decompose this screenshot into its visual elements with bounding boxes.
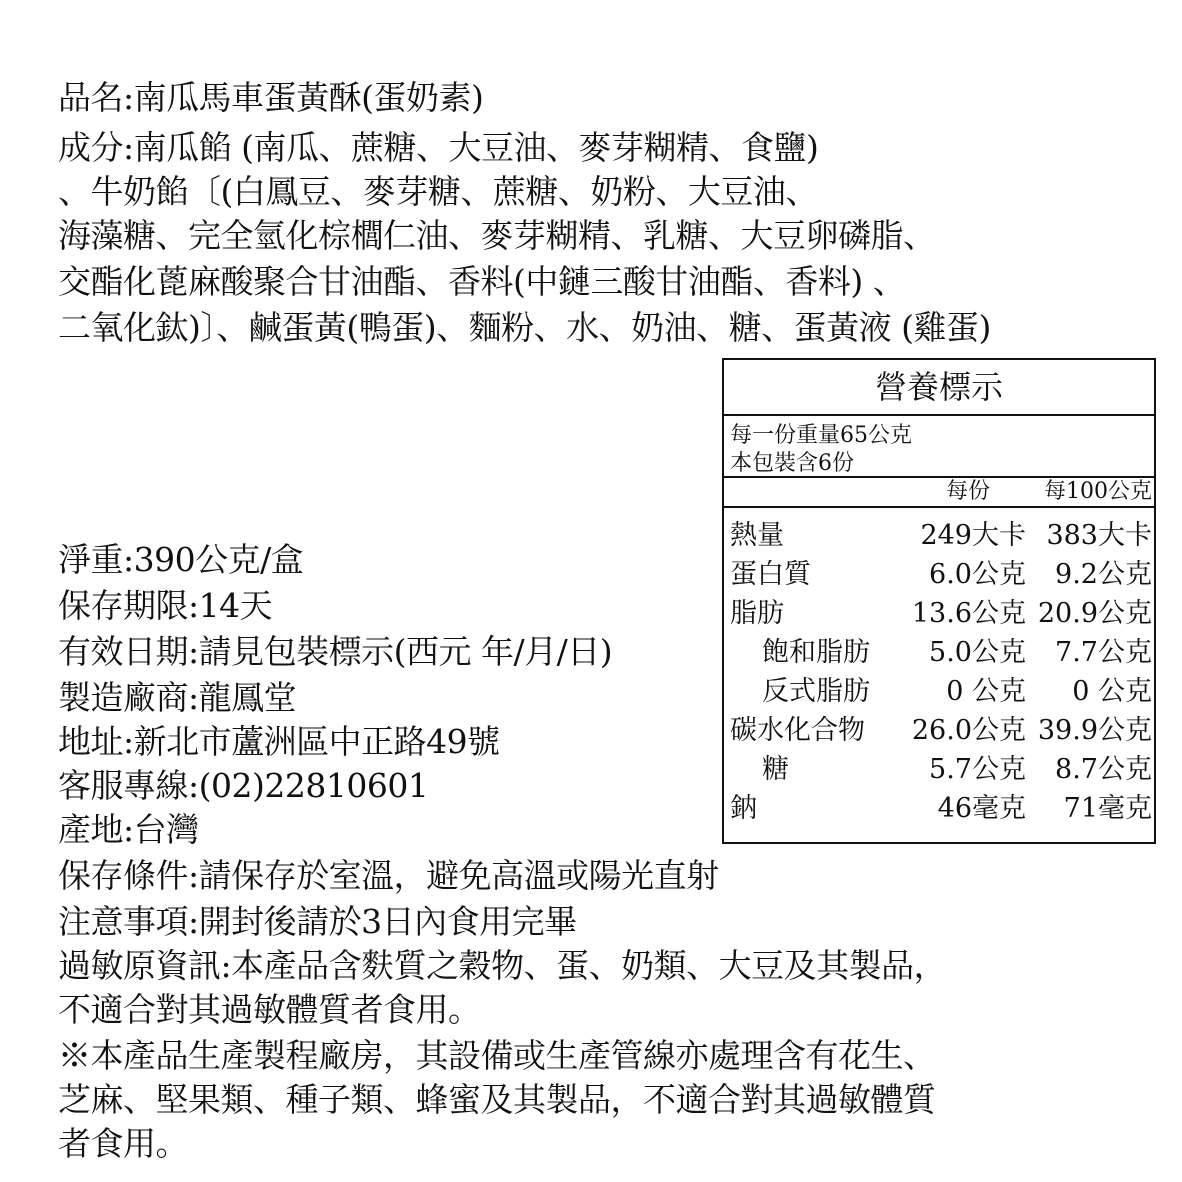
nutrient-name: 飽和脂肪 (762, 637, 870, 668)
nutrient-name: 鈉 (730, 793, 757, 824)
storage-conditions: 保存條件:請保存於室溫，避免高溫或陽光直射 (58, 856, 719, 895)
notes: 注意事項:開封後請於3日內食用完畢 (58, 902, 577, 941)
per-100g-value: 7.7公克 (1055, 637, 1152, 668)
serving-info (724, 416, 1154, 478)
manufacturer: 製造廠商:龍鳳堂 (58, 678, 297, 717)
facility-notice: ※本產品生產製程廠房，其設備或生產管線亦處理含有花生、 (58, 1036, 936, 1075)
nutrient-name: 熱量 (730, 520, 784, 551)
nutrient-name: 反式脂肪 (762, 676, 870, 707)
per-serving-value: 0 公克 (946, 676, 1026, 707)
per-100g-value: 8.7公克 (1055, 754, 1152, 785)
nutrition-facts-table (722, 358, 1156, 844)
per-100g-value: 383大卡 (1046, 520, 1152, 551)
nutrient-name: 碳水化合物 (730, 715, 865, 746)
col-per-100g: 每100公克 (1044, 479, 1152, 504)
per-100g-value: 39.9公克 (1037, 715, 1152, 746)
customer-service: 客服專線:(02)22810601 (58, 766, 429, 805)
facility-notice: 芝麻、堅果類、種子類、蜂蜜及其製品，不適合對其過敏體質 (58, 1080, 936, 1119)
per-serving-value: 13.6公克 (911, 598, 1026, 629)
nutrition-title: 營養標示 (724, 360, 1154, 416)
per-100g-value: 20.9公克 (1037, 598, 1152, 629)
nutrition-column-headers (724, 478, 1154, 508)
per-serving-value: 5.7公克 (929, 754, 1026, 785)
nutrition-row (724, 672, 1154, 711)
expiry-date: 有效日期:請見包裝標示(西元 年/月/日) (58, 632, 613, 671)
per-serving-value: 46毫克 (937, 793, 1026, 824)
nutrition-row (724, 750, 1154, 789)
allergen-info: 不適合對其過敏體質者食用。 (58, 990, 481, 1029)
nutrition-rows (724, 508, 1154, 828)
col-per-serving: 每份 (946, 479, 991, 504)
nutrient-name: 糖 (762, 754, 789, 785)
per-100g-value: 0 公克 (1072, 676, 1152, 707)
ingredients-line: 交酯化蓖麻酸聚合甘油酯、香料(中鏈三酸甘油酯、香料) 、 (58, 262, 906, 301)
per-serving-value: 249大卡 (920, 520, 1026, 551)
nutrition-row (724, 789, 1154, 828)
nutrition-row (724, 555, 1154, 594)
address: 地址:新北市蘆洲區中正路49號 (58, 722, 500, 761)
nutrition-row (724, 594, 1154, 633)
per-100g-value: 9.2公克 (1055, 559, 1152, 590)
per-serving-value: 6.0公克 (929, 559, 1026, 590)
ingredients-line: 、牛奶餡〔(白鳳豆、麥芽糖、蔗糖、奶粉、大豆油、 (58, 172, 818, 211)
per-serving-value: 26.0公克 (911, 715, 1026, 746)
ingredients-line: 海藻糖、完全氫化棕櫚仁油、麥芽糊精、乳糖、大豆卵磷脂、 (58, 216, 936, 255)
nutrition-row (724, 516, 1154, 555)
nutrient-name: 脂肪 (730, 598, 784, 629)
serving-size: 每一份重量65公克 (730, 423, 912, 448)
ingredients-line: 二氧化鈦)〕、鹹蛋黃(鴨蛋)、麵粉、水、奶油、糖、蛋黃液 (雞蛋) (58, 308, 991, 347)
nutrient-name: 蛋白質 (730, 559, 811, 590)
ingredients-line: 成分:南瓜餡 (南瓜、蔗糖、大豆油、麥芽糊精、食鹽) (58, 128, 819, 167)
nutrition-row (724, 633, 1154, 672)
origin: 產地:台灣 (58, 810, 199, 849)
per-serving-value: 5.0公克 (929, 637, 1026, 668)
allergen-info: 過敏原資訊:本產品含麩質之穀物、蛋、奶類、大豆及其製品， (58, 946, 947, 985)
nutrition-row (724, 711, 1154, 750)
net-weight: 淨重:390公克/盒 (58, 540, 304, 579)
per-100g-value: 71毫克 (1063, 793, 1152, 824)
facility-notice: 者食用。 (58, 1124, 188, 1163)
servings-per-package: 本包裝含6份 (730, 451, 854, 476)
product-name-line: 品名:南瓜馬車蛋黃酥(蛋奶素) (58, 78, 484, 117)
shelf-life: 保存期限:14天 (58, 586, 273, 625)
